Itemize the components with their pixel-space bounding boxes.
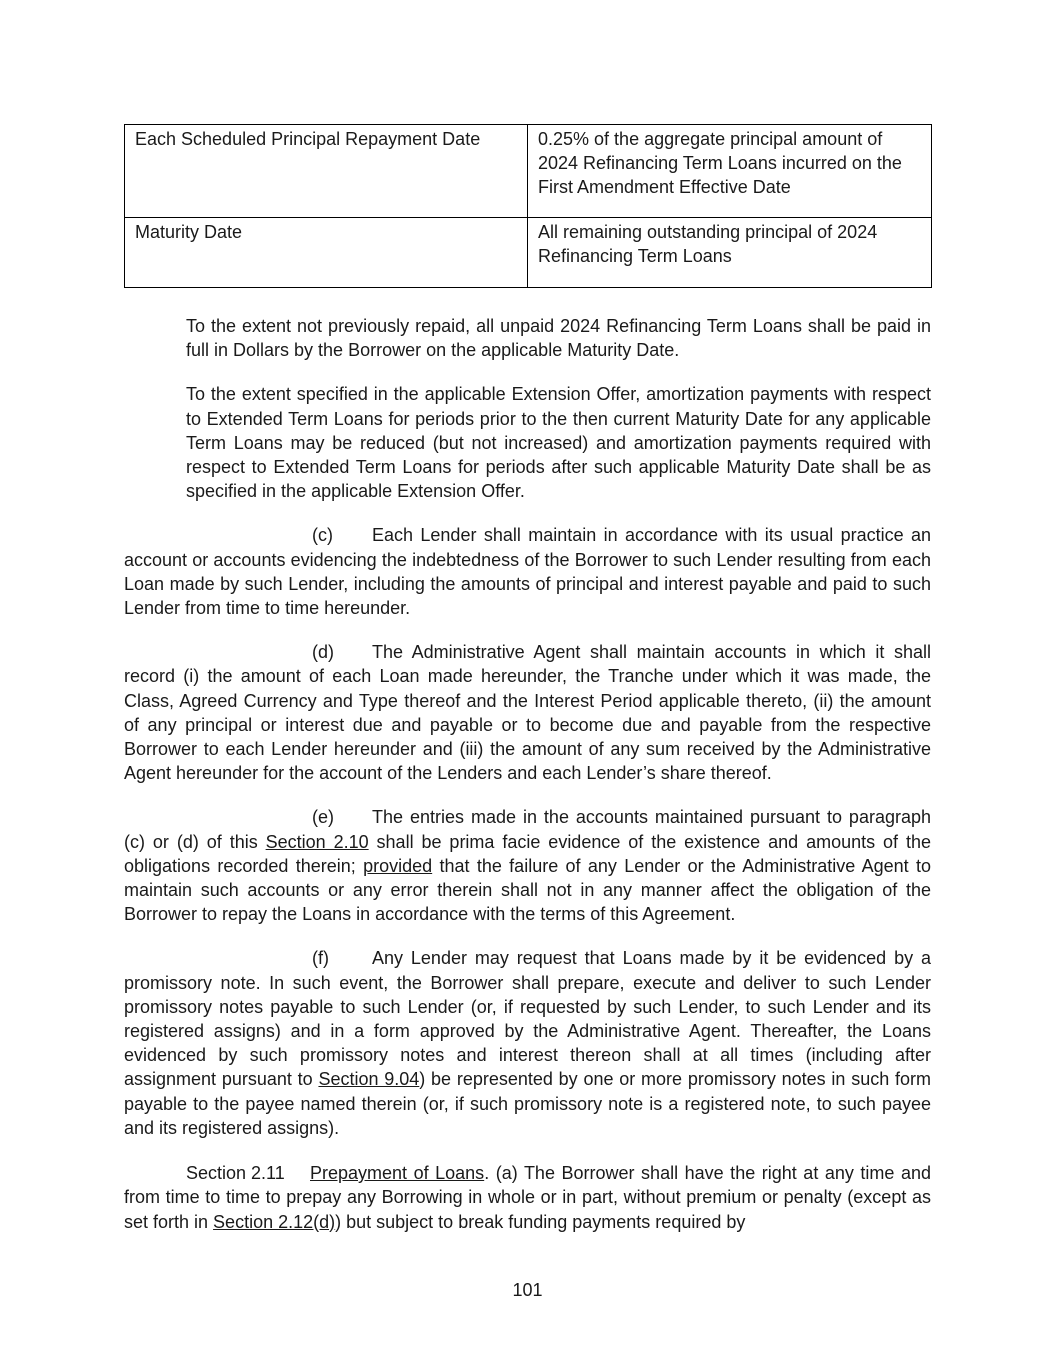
paragraph-text: ) be represented by one or more promissory notes in such form payable to the payee named therein (or, if such promissory note is a registered note, to such payee and its registered assigns).	[124, 1069, 931, 1138]
section-reference-link[interactable]: Section 2.10	[265, 831, 369, 852]
paragraph-label: (f)	[312, 948, 329, 969]
paragraph-f	[124, 946, 931, 1140]
paragraph-label: (d)	[312, 642, 334, 663]
document-page	[124, 124, 931, 1234]
paragraph-text: ) but subject to break funding payments required by	[335, 1211, 746, 1232]
section-reference-link[interactable]: Section 9.04	[318, 1069, 420, 1090]
paragraph-text: The entries made in the accounts maintained pursuant to paragraph (c) or (d) of this	[124, 807, 931, 852]
paragraph-text: that the failure of any Lender or the Administrative Agent to maintain such accounts or any error therein shall not in any manner affect the obligation of the Borrower to repay the Loans in accordance with the terms of this Agreement.	[124, 855, 931, 925]
paragraph-final-repayment: To the extent not previously repaid, all unpaid 2024 Refinancing Term Loans shall be paid in full in Dollars by the Borrower on the applicable Maturity Date.	[186, 316, 931, 361]
section-number: Section 2.11	[186, 1163, 285, 1184]
paragraph-d	[124, 640, 931, 785]
paragraph-text: The Administrative Agent shall maintain accounts in which it shall record (i) the amount of each Loan made hereunder, the Tranche under which it was made, the Class, Agreed Currency and Type thereof and the Interest Period applicable thereto, (ii) the amount of any principal or interest due and payable or to become due and payable from the respective Borrower to each Lender hereunder and (iii) the amount of any sum received by the Administrative Agent hereunder for the account of the Lenders and each Lender’s share thereof.	[124, 642, 931, 784]
table-cell-date: Maturity Date	[125, 218, 528, 288]
table-row	[125, 125, 932, 218]
paragraph-extension-offer: To the extent specified in the applicable Extension Offer, amortization payments with respect to Extended Term Loans for periods prior to the then current Maturity Date for any applicable Term Loans may be reduced (but not increased) and amortization payments required with respect to Extended Term Loans for periods after such applicable Maturity Date shall be as specified in the applicable Extension Offer.	[186, 384, 931, 502]
paragraph-text: shall be prima facie evidence of the existence and amounts of the obligations recorded therein;	[124, 831, 931, 876]
paragraph-label: (e)	[312, 807, 334, 828]
repayment-schedule-table	[124, 124, 932, 288]
paragraph-text: Each Lender shall maintain in accordance with its usual practice an account or accounts evidencing the indebtedness of the Borrower to such Lender resulting from each Loan made by such Lender, including the amounts of principal and interest payable and paid to such Lender from time to time hereunder.	[124, 525, 931, 619]
table-cell-amount: 0.25% of the aggregate principal amount of 2024 Refinancing Term Loans incurred on the First Amendment Effective Date	[528, 125, 932, 218]
table-row	[125, 218, 932, 288]
provided-term: provided	[363, 855, 433, 876]
table-cell-date: Each Scheduled Principal Repayment Date	[125, 125, 528, 218]
section-2-11	[124, 1161, 931, 1234]
paragraph-c	[124, 523, 931, 620]
paragraph-e	[124, 805, 931, 926]
page-number: 101	[512, 1280, 543, 1300]
paragraph-text: Any Lender may request that Loans made by it be evidenced by a promissory note. In such event, the Borrower shall prepare, execute and deliver to such Lender promissory notes payable to such Lender (or, if requested by such Lender, to such Lender and its registered assigns) and in a form approved by the Administrative Agent. Thereafter, the Loans evidenced by such promissory notes and interest thereon shall at all times (including after assignment pursuant to	[124, 948, 931, 1090]
paragraph-label: (c)	[312, 525, 333, 546]
paragraph-text: . (a) The Borrower shall have the right at any time and from time to time to prepay any Borrowing in whole or in part, without premium or penalty (except as set forth in	[124, 1163, 931, 1232]
section-reference-link[interactable]: Section 2.12(d)	[213, 1211, 336, 1232]
table-cell-amount: All remaining outstanding principal of 2024 Refinancing Term Loans	[528, 218, 932, 288]
section-title: Prepayment of Loans	[310, 1163, 485, 1184]
